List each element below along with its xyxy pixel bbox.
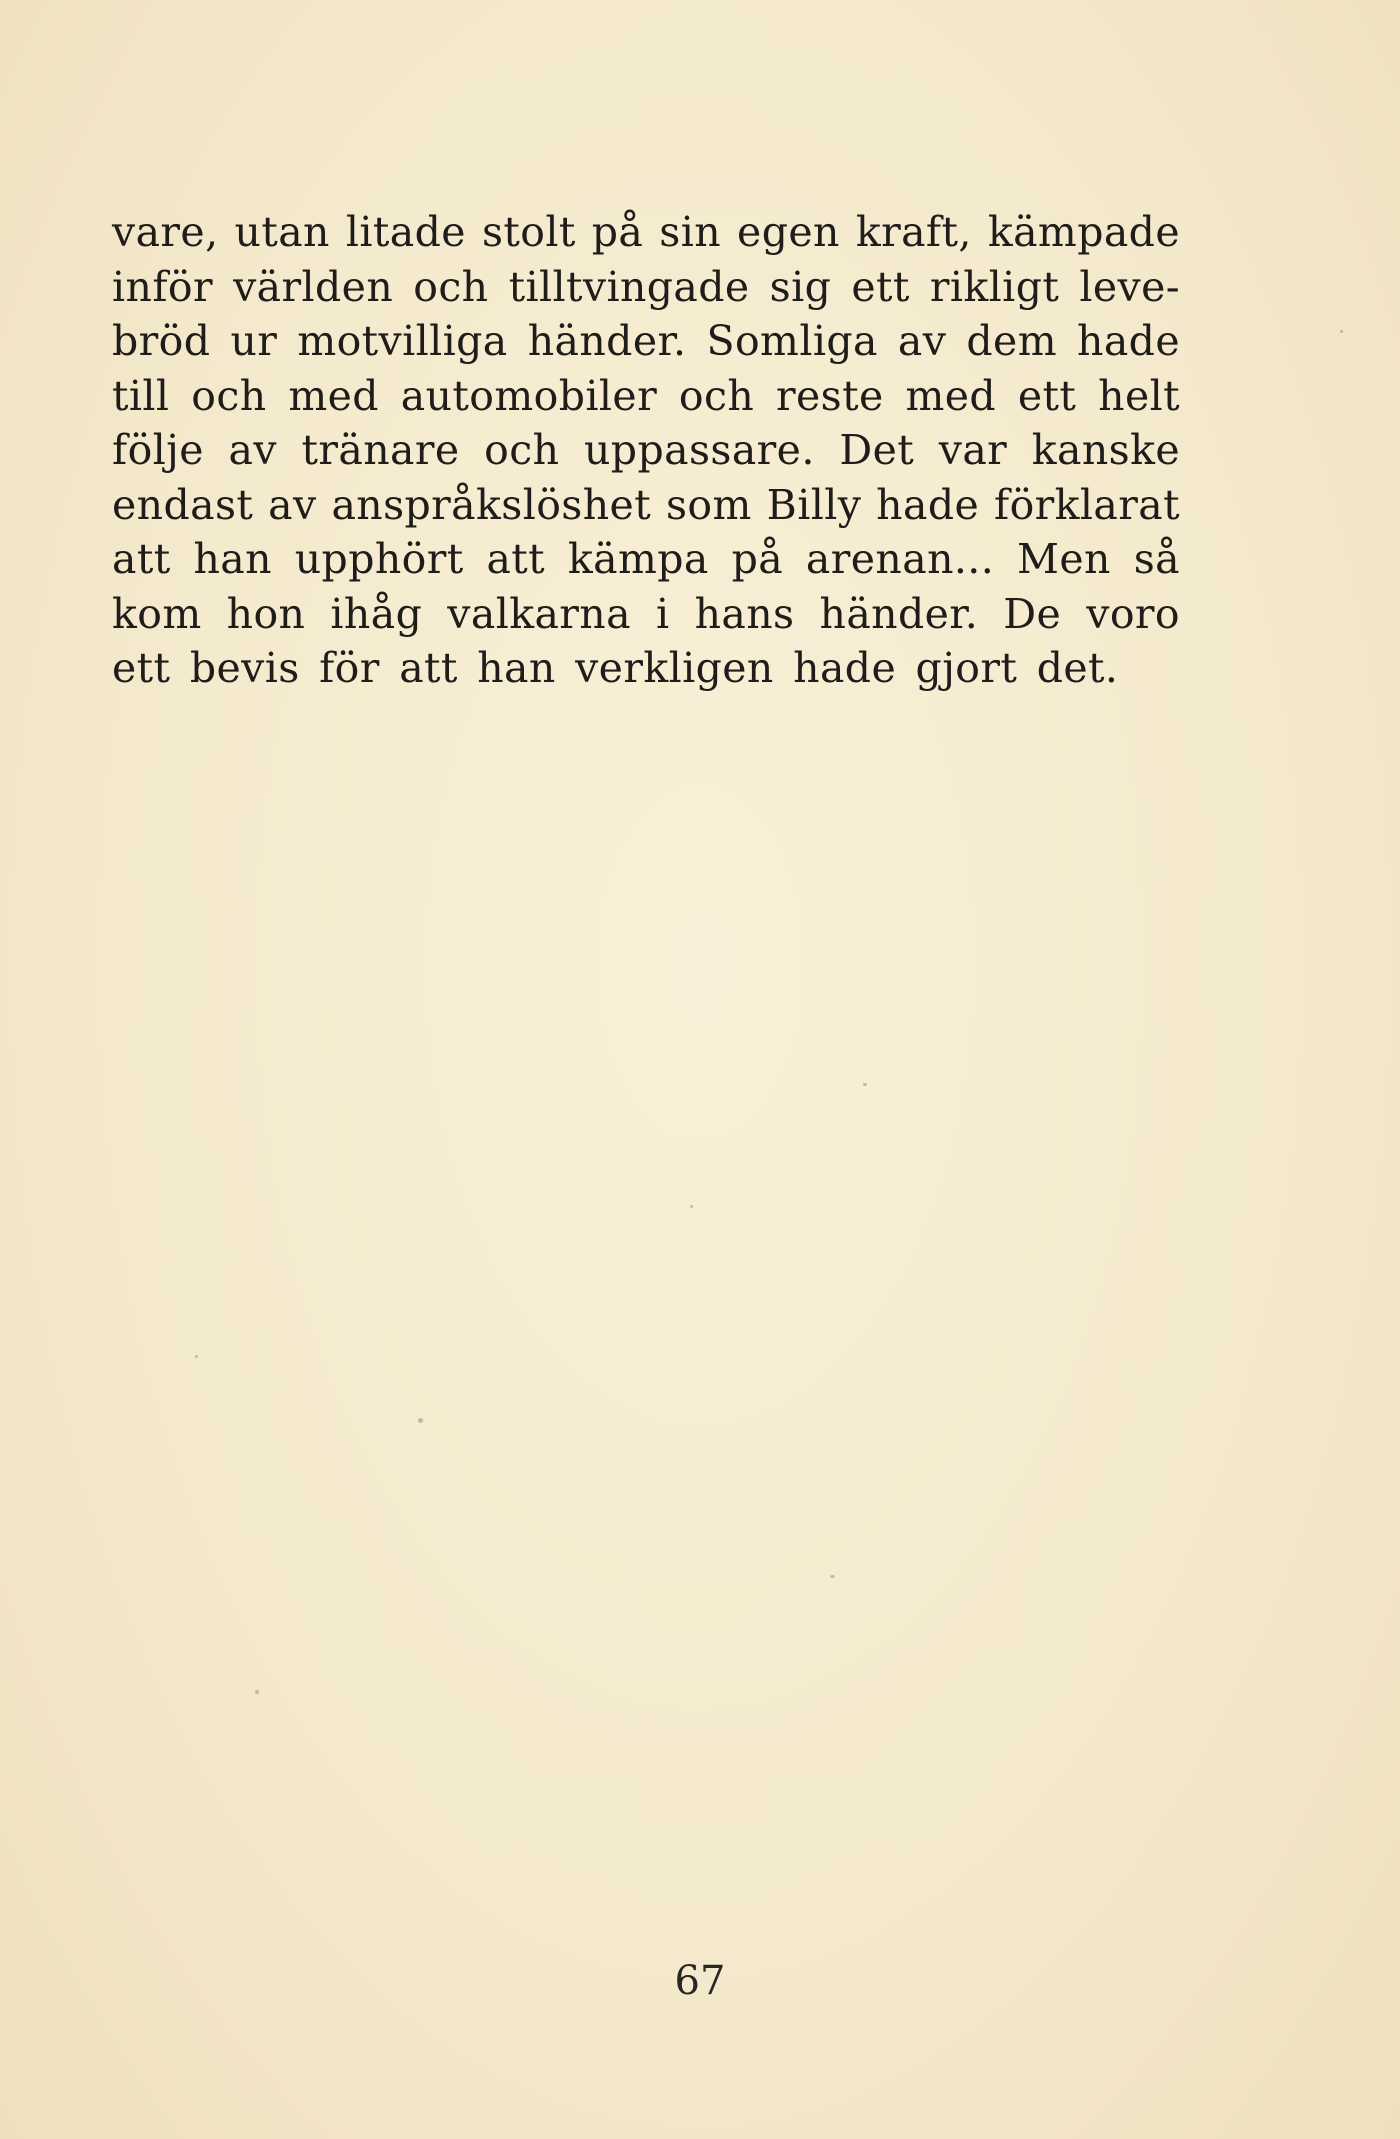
paper-speck	[195, 1355, 198, 1358]
text-line: vare, utan litade stolt på sin egen kraft, kämpade	[112, 208, 1180, 256]
text-line: ett bevis för att han verkligen hade gjort det.	[112, 644, 1119, 692]
page-number: 67	[674, 1958, 726, 2004]
text-line: bröd ur motvilliga händer. Somliga av dem hade	[112, 317, 1180, 365]
text-line: endast av anspråkslöshet som Billy hade förklarat	[112, 480, 1180, 529]
body-text	[112, 205, 1180, 696]
paper-speck	[418, 1418, 423, 1423]
paper-speck	[863, 1083, 867, 1086]
text-line: att han upphört att kämpa på arenan... Men så	[112, 535, 1180, 583]
text-line: inför världen och tilltvingade sig ett rikligt leve-	[112, 262, 1180, 311]
text-line: till och med automobiler och reste med ett helt	[112, 371, 1180, 420]
paper-speck	[830, 1575, 835, 1578]
paper-speck	[255, 1690, 259, 1694]
text-line: kom hon ihåg valkarna i hans händer. De voro	[112, 589, 1180, 638]
text-line: följe av tränare och uppassare. Det var kanske	[112, 426, 1180, 474]
paper-speck	[1340, 330, 1343, 333]
paper-speck	[690, 1205, 693, 1208]
